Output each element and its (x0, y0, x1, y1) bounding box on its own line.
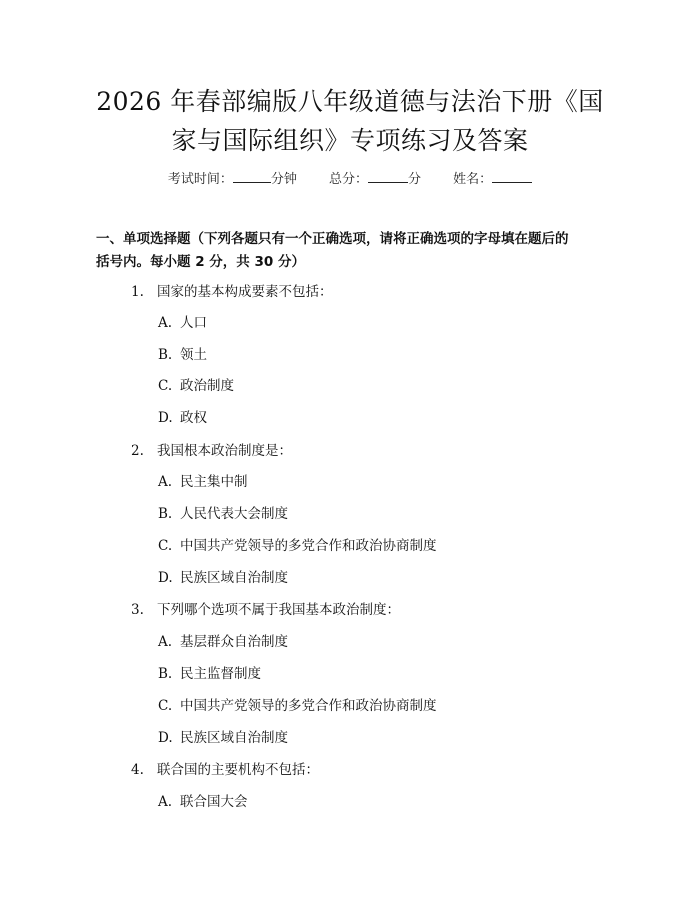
option-letter: A. (158, 794, 173, 810)
option-text: 民族区域自治制度 (180, 730, 288, 746)
student-name (453, 172, 532, 187)
question-2-option-b[interactable] (158, 505, 288, 523)
question-text: 下列哪个选项不属于我国基本政治制度： (157, 602, 400, 618)
option-text: 人民代表大会制度 (180, 506, 288, 522)
question-1-option-c[interactable] (158, 377, 234, 395)
exam-time-label: 考试时间： (167, 172, 233, 187)
option-letter: B. (158, 506, 173, 522)
question-3-option-a[interactable] (158, 633, 288, 651)
question-3-option-c[interactable] (158, 697, 437, 715)
question-3-option-b[interactable] (158, 665, 261, 683)
exam-time (168, 172, 301, 187)
question-2-option-a[interactable] (158, 473, 248, 491)
title-line-2: 家与国际组织》专项练习及答案 (171, 126, 529, 155)
total-score (329, 172, 425, 187)
option-letter: B. (158, 347, 173, 363)
student-name-label: 姓名： (453, 172, 493, 187)
option-letter: A. (158, 474, 173, 490)
question-4-option-a[interactable] (158, 793, 248, 811)
option-letter: C. (158, 538, 173, 554)
question-1-option-d[interactable] (158, 409, 207, 427)
option-text: 领土 (180, 347, 207, 363)
option-letter: D. (158, 410, 173, 426)
section-heading-line-1: 一、单项选择题（下列各题只有一个正确选项，请将正确选项的字母填在题后的 (96, 231, 569, 247)
exam-meta (0, 168, 700, 187)
question-1 (131, 283, 333, 301)
option-text: 民主监督制度 (180, 666, 261, 682)
question-3 (131, 601, 400, 619)
option-text: 基层群众自治制度 (180, 634, 288, 650)
option-text: 民族区域自治制度 (180, 570, 288, 586)
question-4 (131, 761, 319, 779)
document-title (80, 82, 620, 160)
option-text: 中国共产党领导的多党合作和政治协商制度 (180, 538, 437, 554)
total-score-blank[interactable] (368, 170, 408, 183)
option-letter: D. (158, 730, 173, 746)
question-3-option-d[interactable] (158, 729, 288, 747)
option-letter: D. (158, 570, 173, 586)
question-number: 4. (131, 762, 144, 778)
option-text: 联合国大会 (180, 794, 248, 810)
option-text: 政权 (180, 410, 207, 426)
question-2-option-c[interactable] (158, 537, 437, 555)
section-heading (96, 228, 616, 274)
question-2-option-d[interactable] (158, 569, 288, 587)
option-text: 民主集中制 (180, 474, 248, 490)
question-number: 1. (131, 284, 144, 300)
option-letter: C. (158, 378, 173, 394)
student-name-blank[interactable] (492, 170, 532, 183)
title-line-1: 2026 年春部编版八年级道德与法治下册《国 (96, 87, 604, 116)
question-text: 国家的基本构成要素不包括： (157, 284, 333, 300)
option-letter: A. (158, 634, 173, 650)
option-letter: C. (158, 698, 173, 714)
section-heading-line-2: 括号内。每小题 2 分，共 30 分） (96, 254, 305, 270)
question-1-option-a[interactable] (158, 314, 207, 332)
question-text: 联合国的主要机构不包括： (157, 762, 319, 778)
question-number: 2. (131, 443, 144, 459)
total-score-label: 总分： (328, 172, 368, 187)
question-1-option-b[interactable] (158, 346, 207, 364)
exam-time-unit: 分钟 (270, 172, 297, 187)
option-text: 人口 (180, 315, 207, 331)
question-text: 我国根本政治制度是： (157, 443, 292, 459)
option-letter: A. (158, 315, 173, 331)
option-letter: B. (158, 666, 173, 682)
option-text: 政治制度 (180, 378, 234, 394)
option-text: 中国共产党领导的多党合作和政治协商制度 (180, 698, 437, 714)
total-score-unit: 分 (408, 172, 422, 187)
question-2 (131, 442, 292, 460)
question-number: 3. (131, 602, 144, 618)
exam-time-blank[interactable] (233, 170, 271, 183)
